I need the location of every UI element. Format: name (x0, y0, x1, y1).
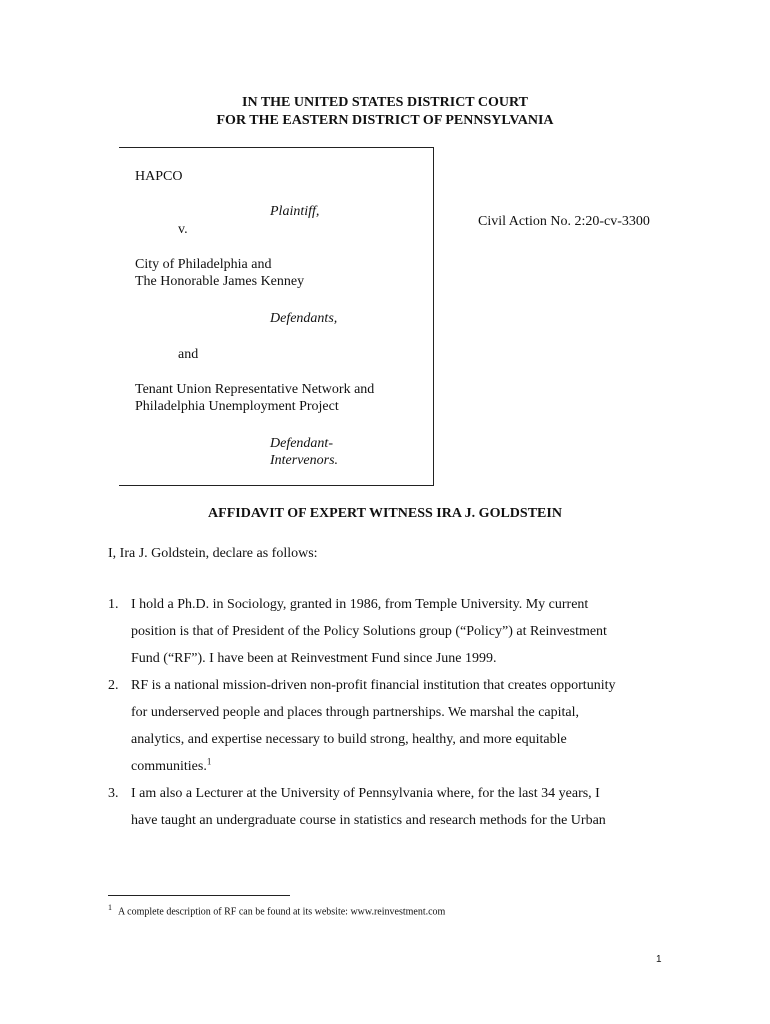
footnote-reference[interactable]: 1 (206, 756, 212, 767)
court-name (0, 94, 770, 130)
intervenor-line-1: Tenant Union Representative Network and (135, 382, 375, 397)
document-title: AFFIDAVIT OF EXPERT WITNESS IRA J. GOLDSTEIN (208, 506, 562, 521)
plaintiff-name: HAPCO (135, 169, 183, 184)
intervenor-role-line-2: Intervenors. (270, 453, 339, 468)
paragraph-1 (131, 591, 651, 672)
paragraph-3-number: 3. (108, 786, 119, 801)
paragraph-1-line: position is that of President of the Policy Solutions group (“Policy”) at Reinvestment (131, 624, 607, 639)
defendants-role: Defendants, (270, 311, 338, 326)
page-number: 1 (656, 954, 662, 965)
paragraph-3-line: I am also a Lecturer at the University of Pennsylvania where, for the last 34 years, I (131, 786, 600, 801)
paragraph-2 (131, 672, 671, 780)
paragraph-1-number: 1. (108, 597, 119, 612)
paragraph-1-line: Fund (“RF”). I have been at Reinvestment Fund since June 1999. (131, 651, 497, 666)
defendant-line-2: The Honorable James Kenney (135, 274, 305, 289)
court-line-1: IN THE UNITED STATES DISTRICT COURT (242, 95, 528, 110)
court-line-2: FOR THE EASTERN DISTRICT OF PENNSYLVANIA (216, 113, 554, 128)
paragraph-2-line: RF is a national mission-driven non-profit financial institution that creates opportunity (131, 678, 616, 693)
defendant-line-1: City of Philadelphia and (135, 257, 272, 272)
paragraph-3-line: have taught an undergraduate course in statistics and research methods for the Urban (131, 813, 606, 828)
footnote-text: A complete description of RF can be found at its website: www.reinvestment.com (118, 906, 446, 918)
plaintiff-role: Plaintiff, (270, 204, 320, 219)
paragraph-2-line: analytics, and expertise necessary to build strong, healthy, and more equitable (131, 732, 567, 747)
paragraph-1-line: I hold a Ph.D. in Sociology, granted in 1986, from Temple University. My current (131, 597, 589, 612)
paragraph-2-line: for underserved people and places through partnerships. We marshal the capital, (131, 705, 580, 720)
footnote-mark: 1 (108, 903, 112, 912)
intervenor-line-2: Philadelphia Unemployment Project (135, 399, 339, 414)
paragraph-3 (131, 780, 671, 834)
footnote (108, 903, 445, 917)
and-text: and (178, 347, 199, 362)
civil-action-number: Civil Action No. 2:20-cv-3300 (478, 214, 650, 229)
footnote-separator (108, 895, 290, 896)
paragraph-2-last-line (131, 753, 671, 780)
paragraph-2-line: communities. (131, 759, 207, 774)
paragraph-2-number: 2. (108, 678, 119, 693)
intro-statement: I, Ira J. Goldstein, declare as follows: (108, 546, 318, 561)
versus: v. (178, 222, 188, 237)
intervenor-role-line-1: Defendant- (270, 436, 333, 451)
